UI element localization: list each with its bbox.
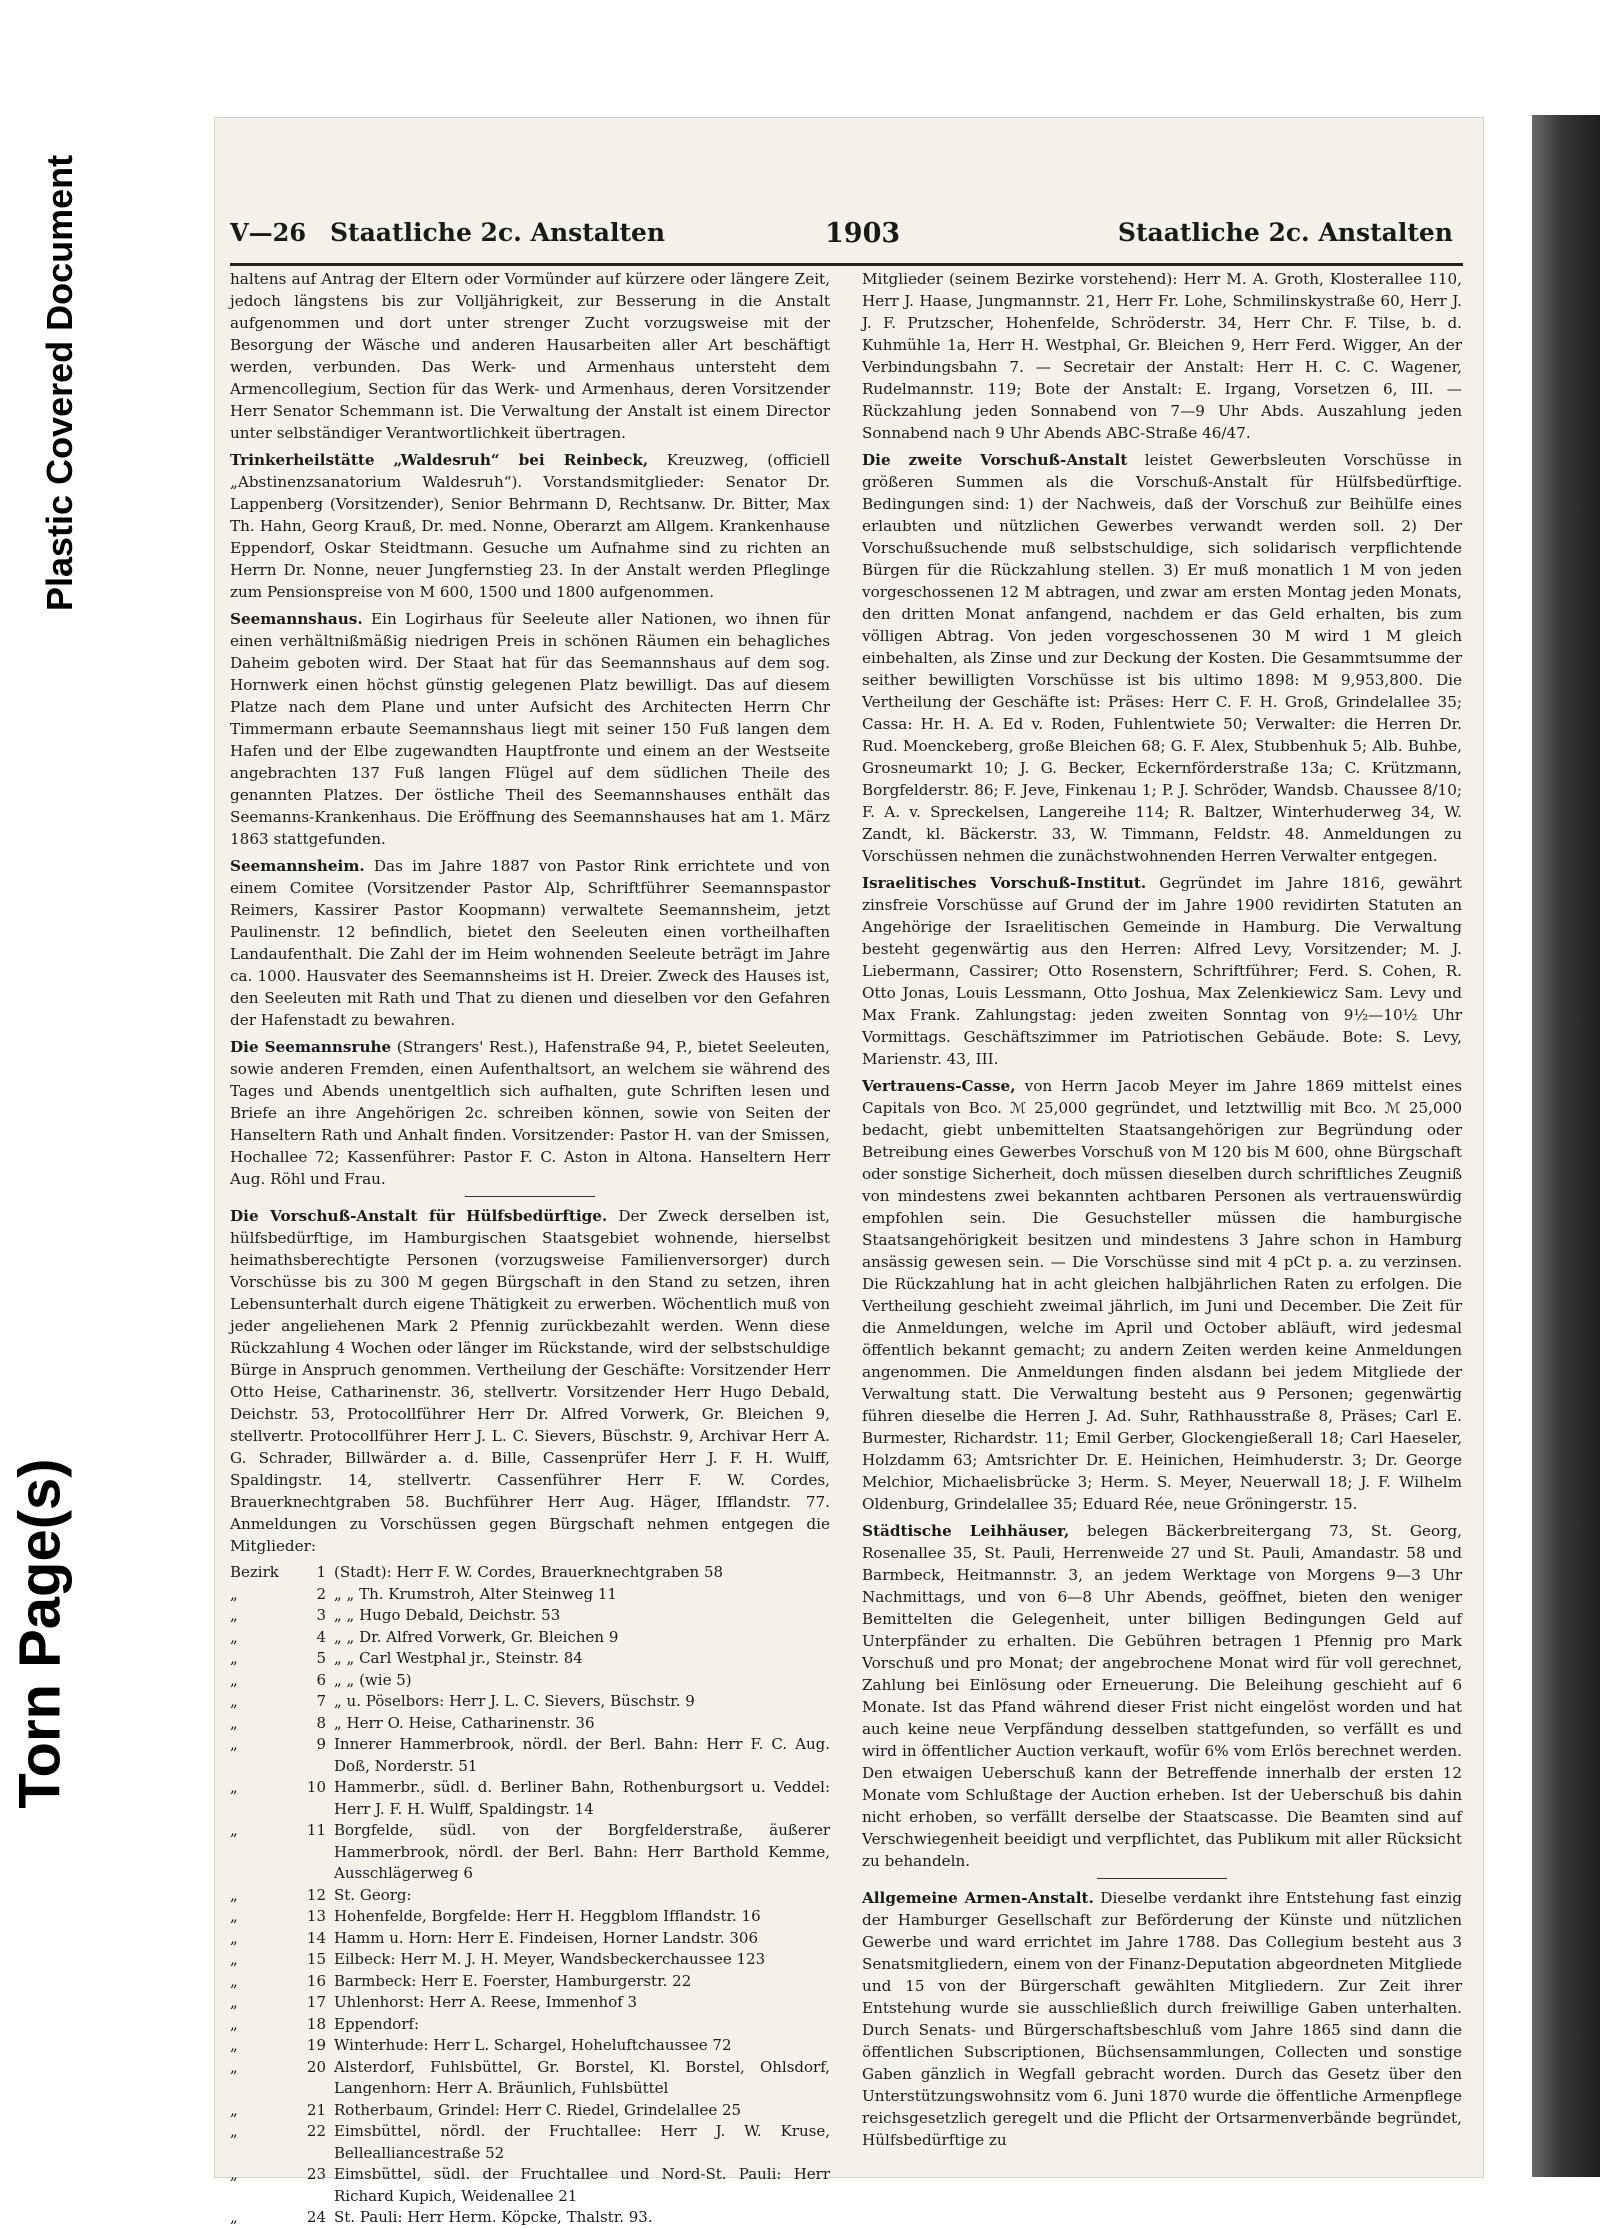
bezirk-k: „ [230, 1950, 238, 1968]
bezirk-k: „ [230, 1649, 238, 1667]
header-left-title: Staatliche 2c. Anstalten [330, 218, 666, 247]
section-heading: Seemannshaus. [230, 610, 363, 628]
bezirk-k: „ [230, 2208, 238, 2226]
bezirk-k: „ [230, 1735, 238, 1753]
section-separator [1097, 1878, 1227, 1879]
bezirk-n: 2 [316, 1584, 326, 1603]
bezirk-k: „ [230, 2100, 238, 2119]
bezirk-row [230, 1713, 830, 1735]
bezirk-k: „ [230, 1584, 238, 1603]
bezirk-n: 19 [306, 2036, 326, 2054]
section-body: (Strangers' Rest.), Hafenstraße 94, P., bietet Seeleuten, sowie anderen Fremden, einen Aufenthaltsort, an welchem sie während des Tages und Abends unentgeltlich sich aufhalten, gute Schriften lesen und Briefe an ihre Angehörigen 2c. schreiben können, sowie von Seiten der Hanseltern Rath und Anhalt finden. Vorsitzender: Pastor H. van der Smissen, Hochallee 72; Kassenführer: Pastor F. C. Aston in Altona. Hanseltern Herr Aug. Röhl und Frau. [230, 1038, 830, 1188]
bezirk-n: 3 [316, 1606, 326, 1624]
bezirk-t: Eimsbüttel, nördl. der Fruchtallee: Herr J. W. Kruse, Bellealliancestraße 52 [334, 2122, 830, 2162]
mitglieder-paragraph: Mitglieder (seinem Bezirke vorstehend): Herr M. A. Groth, Klosterallee 110, Herr J. Haase, Jungmannstr. 21, Herr Fr. Lohe, Schmilinskystraße 60, Herr J. J. F. Prutzscher, Hohenfelde, Schröderstr. 34, Herr Chr. F. Tilse, b. d. Kuhmühle 1a, Herr H. Westphal, Gr. Bleichen 9, Herr Ferd. Wigger, An der Verbindungsbahn 7. — Secretair der Anstalt: Herr H. C. C. Wagener, Rudelmannstr. 119; Bote der Anstalt: E. Irgang, Vorsetzen 6, III. — Rückzahlung jeden Sonnabend von 7—9 Uhr Abds. Auszahlung jeden Sonnabend nach 9 Uhr Abends ABC-Straße 46/47. [862, 270, 1462, 442]
bezirk-row [230, 1627, 830, 1649]
bezirk-row [230, 2207, 830, 2229]
section-body: von Herrn Jacob Meyer im Jahre 1869 mittelst eines Capitals von Bco. ℳ 25,000 gegründet, und letztwillig mit Bco. ℳ 25,000 bedacht, giebt unbemittelten Staatsangehörigen zur Begründung oder Betreibung eines Gewerbes Vorschuß von M 120 bis M 600, ohne Bürgschaft oder sonstige Sicherheit, doch müssen dieselben durch schriftliches Zeugniß von mindestens zwei bekannten achtbaren Personen als vertrauenswürdig empfohlen sein. Die Gesuchsteller müssen die hamburgische Staatsangehörigkeit besitzen und mindestens 3 Jahre schon in Hamburg ansässig gewesen sein. — Die Vorschüsse sind mit 4 pCt p. a. zu verzinsen. Die Rückzahlung hat in acht gleichen halbjährlichen Raten zu erfolgen. Die Vertheilung geschieht zweimal jährlich, im Juni und December. Die Zeit für die Anmeldungen, welche im April und October abläuft, wird jedesmal öffentlich bekannt gemacht; zu andern Zeiten werden keine Anmeldungen angenommen. Die Anmeldungen finden alsdann bei jedem Mitgliede der Verwaltung statt. Die Verwaltung besteht aus 9 Personen; gegenwärtig führen dieselbe die Herren J. Ad. Suhr, Rathhausstraße 8, Präses; Carl E. Burmester, Richardstr. 11; Emil Gerber, Glockengießerall 18; Carl Haeseler, Holzdamm 63; Amtsrichter Dr. E. Heinichen, Heimhuderstr. 3; Dr. George Melchior, Michaelisbrücke 3; Herm. S. Meyer, Neuerwall 18; J. F. Wilhelm Oldenburg, Grindelallee 35; Eduard Rée, neue Gröningerstr. 15. [862, 1077, 1463, 1513]
zweite-vorschuss-section [862, 449, 1462, 867]
bezirk-t: Eppendorf: [334, 2014, 420, 2033]
bezirk-n: 4 [316, 1627, 326, 1646]
bezirk-row [230, 1605, 830, 1627]
label-plastic-covered: Plastic Covered Document [39, 154, 80, 611]
bezirk-n: 21 [306, 2100, 326, 2119]
running-header [230, 218, 1463, 260]
section-heading: Trinkerheilstätte „Waldesruh“ bei Reinbeck, [230, 451, 649, 469]
bezirk-n: 18 [306, 2014, 326, 2033]
bezirk-k: „ [230, 2122, 238, 2140]
bezirk-t: Rotherbaum, Grindel: Herr C. Riedel, Grindelallee 25 [334, 2100, 742, 2119]
bezirk-k: „ [230, 1670, 238, 1689]
bezirk-t: „ „ (wie 5) [334, 1670, 412, 1689]
leihhaeuser-section [862, 1520, 1462, 1872]
bezirk-row [230, 1971, 830, 1993]
section-body: Ein Logirhaus für Seeleute aller Nationen, wo ihnen für einen verhältnißmäßig niedrigen Preis in schönen Räumen ein behagliches Daheim geboten wird. Der Staat hat für das Seemannshaus auf dem sog. Hornwerk einen höchst günstig gelegenen Platz bewilligt. Das auf diesem Platze nach dem Plane und unter Aufsicht des Architecten Herrn Chr Timmermann erbaute Seemannshaus liegt mit seiner 150 Fuß langen dem Hafen und der Elbe zugewandten Hauptfronte und einem an der Westseite angebrachten 137 Fuß langen Flügel auf dem südlichen Theile des genannten Platzes. Der östliche Theil des Seemannshauses enthält das Seemanns-Krankenhaus. Die Eröffnung des Seemannshauses hat am 1. März 1863 stattgefunden. [230, 610, 830, 848]
bezirk-n: 15 [306, 1950, 326, 1968]
section-heading: Israelitisches Vorschuß-Institut. [862, 874, 1147, 892]
section-heading: Seemannsheim. [230, 857, 365, 875]
page-number: V—26 [230, 218, 307, 247]
section-body: Gegründet im Jahre 1816, gewährt zinsfreie Vorschüsse auf Grund der im Jahre 1900 revidirten Statuten an Angehörige der Israelitischen Gemeinde in Hamburg. Die Verwaltung besteht gegenwärtig aus den Herren: Alfred Levy, Vorsitzender; M. J. Liebermann, Cassirer; Otto Rosenstern, Schriftführer; Ferd. S. Cohen, R. Otto Jonas, Louis Lessmann, Otto Joshua, Max Zelenkiewicz Sam. Levy und Max Frank. Zahlungstag: jeden zweiten Sonntag von 9½—10½ Uhr Vormittags. Geschäftszimmer im Patriotischen Gebäude. Bote: S. Levy, Marienstr. 43, III. [862, 874, 1462, 1068]
bezirk-n: 6 [316, 1670, 326, 1689]
bezirk-n: 22 [306, 2122, 326, 2140]
bezirk-t: Borgfelde, südl. von der Borgfelderstraße, äußerer Hammerbrook, nördl. der Berl. Bahn: Herr Barthold Kemme, Ausschlägerweg 6 [334, 1821, 830, 1882]
seemannsruhe-section [230, 1036, 830, 1190]
header-year: 1903 [825, 218, 901, 249]
bezirk-n: 23 [306, 2165, 326, 2183]
bezirk-k: „ [230, 1713, 238, 1732]
section-body: Der Zweck derselben ist, hülfsbedürftige, im Hamburgischen Staatsgebiet wohnende, hierselbst heimathsberechtigte Personen (vorzugsweise Familienversorger) durch Vorschüsse bis zu 300 M gegen Bürgschaft in den Stand zu setzen, ihren Lebensunterhalt durch eigene Thätigkeit zu erwerben. Wöchentlich muß von jeder angeliehenen Mark 2 Pfennig zurückbezahlt werden. Wenn diese Rückzahlung 4 Wochen oder länger im Rückstande, wird der selbstschuldige Bürge in Anspruch genommen. Vertheilung der Geschäfte: Vorsitzender Herr Otto Heise, Catharinenstr. 36, stellvertr. Vorsitzender Herr Hugo Debald, Deichstr. 53, Protocollführer Herr Dr. Alfred Vorwerk, Gr. Bleichen 9, stellvertr. Protocollführer Herr J. L. C. Sievers, Büschstr. 9, Archivar Herr A. G. Schrader, Billwärder a. d. Bille, Cassenprüfer Herr J. F. H. Wulff, Spaldingstr. 14, stellvertr. Cassenführer Herr F. W. Cordes, Brauerknechtgraben 58. Buchführer Herr Aug. Häger, Ifflandstr. 77. Anmeldungen zu Vorschüssen gegen Bürgschaft nehmen entgegen die Mitglieder: [230, 1207, 830, 1555]
bezirk-t: Barmbeck: Herr E. Foerster, Hamburgerstr. 22 [334, 1971, 692, 1990]
label-torn-pages: Torn Page(s) [7, 1458, 73, 1809]
bezirk-t: „ „ Hugo Debald, Deichstr. 53 [334, 1606, 561, 1624]
bezirk-row [230, 1734, 830, 1777]
bezirk-row [230, 2035, 830, 2057]
scan-dark-edge [1532, 115, 1600, 2177]
bezirk-t: Eilbeck: Herr M. J. H. Meyer, Wandsbeckerchaussee 123 [334, 1950, 766, 1968]
bezirk-t: Hammerbr., südl. d. Berliner Bahn, Rothenburgsort u. Veddel: Herr J. F. H. Wulff, Spaldingstr. 14 [334, 1778, 830, 1818]
section-heading: Vertrauens-Casse, [862, 1077, 1016, 1095]
bezirk-t: St. Georg: [334, 1885, 412, 1904]
section-heading: Die Vorschuß-Anstalt für Hülfsbedürftige. [230, 1207, 608, 1225]
header-rule [230, 263, 1463, 266]
section-heading: Die zweite Vorschuß-Anstalt [862, 451, 1128, 469]
section-heading: Städtische Leihhäuser, [862, 1522, 1070, 1540]
bezirk-k: „ [230, 2014, 238, 2033]
bezirk-k: „ [230, 1928, 238, 1947]
bezirk-n: 9 [316, 1735, 326, 1753]
bezirk-row [230, 2100, 830, 2122]
bezirk-row [230, 1928, 830, 1950]
bezirk-n: 20 [306, 2057, 326, 2076]
bezirk-t: Uhlenhorst: Herr A. Reese, Immenhof 3 [334, 1993, 638, 2011]
bezirk-row [230, 2057, 830, 2100]
bezirk-n: 12 [306, 1885, 326, 1904]
werkhaus-paragraph: haltens auf Antrag der Eltern oder Vormünder auf kürzere oder längere Zeit, jedoch längstens bis zur Volljährigkeit, zur Besserung in die Anstalt aufgenommen und dort unter strenger Zucht vorzugsweise mit der Besorgung der Wäsche und anderen Hausarbeiten aller Art beschäftigt werden, verbunden. Das Werk- und Armenhaus untersteht dem Armencollegium, Section für das Werk- und Armenhaus, deren Vorsitzender Herr Senator Schemmann ist. Die Verwaltung der Anstalt ist einem Director unter selbständiger Verantwortlichkeit übertragen. [230, 270, 830, 442]
bezirk-row [230, 2014, 830, 2036]
bezirk-row [230, 1584, 830, 1606]
bezirk-n: 14 [306, 1928, 326, 1947]
bezirk-row [230, 1885, 830, 1907]
bezirk-row [230, 2164, 830, 2207]
trinkerheilstaette-section [230, 449, 830, 603]
bezirk-t: „ u. Pöselbors: Herr J. L. C. Sievers, Büschstr. 9 [334, 1692, 695, 1710]
bezirk-n: 10 [306, 1778, 326, 1796]
bezirk-k: „ [230, 1821, 238, 1839]
bezirk-t: Alsterdorf, Fuhlsbüttel, Gr. Borstel, Kl. Borstel, Ohlsdorf, Langenhorn: Herr A. Bräunlich, Fuhlsbüttel [334, 2057, 830, 2097]
bezirk-t: Innerer Hammerbrook, nördl. der Berl. Bahn: Herr F. C. Aug. Doß, Norderstr. 51 [334, 1735, 830, 1775]
section-separator [465, 1196, 595, 1197]
bezirk-k: Bezirk [230, 1563, 279, 1581]
bezirk-t: Hohenfelde, Borgfelde: Herr H. Heggblom Ifflandstr. 16 [334, 1907, 761, 1925]
bezirk-k: „ [230, 2036, 238, 2054]
bezirk-row [230, 1820, 830, 1885]
bezirk-k: „ [230, 1606, 238, 1624]
section-heading: Allgemeine Armen-Anstalt. [862, 1889, 1094, 1907]
vorschuss-anstalt-section [230, 1205, 830, 1557]
bezirk-row [230, 2121, 830, 2164]
bezirk-t: Hamm u. Horn: Herr E. Findeisen, Horner Landstr. 306 [334, 1928, 759, 1947]
seemannshaus-section [230, 608, 830, 850]
bezirk-n: 13 [306, 1907, 326, 1925]
bezirk-t: Winterhude: Herr L. Schargel, Hoheluftchaussee 72 [334, 2036, 732, 2054]
bezirk-n: 16 [306, 1971, 326, 1990]
bezirk-t: „ „ Carl Westphal jr., Steinstr. 84 [334, 1649, 583, 1667]
israelitisches-section [862, 872, 1462, 1070]
bezirk-n: 24 [306, 2208, 326, 2226]
bezirk-row [230, 1906, 830, 1928]
vertrauens-casse-section [862, 1075, 1462, 1515]
bezirk-k: „ [230, 2165, 238, 2183]
bezirk-k: „ [230, 1627, 238, 1646]
right-column [862, 268, 1462, 2156]
bezirk-k: „ [230, 1971, 238, 1990]
bezirk-list [230, 1562, 830, 2229]
bezirk-k: „ [230, 1778, 238, 1796]
bezirk-t: St. Pauli: Herr Herm. Köpcke, Thalstr. 93. [334, 2208, 653, 2226]
bezirk-row [230, 1777, 830, 1820]
bezirk-n: 11 [306, 1821, 326, 1839]
section-heading: Die Seemannsruhe [230, 1038, 392, 1056]
section-body: Kreuzweg, (officiell „Abstinenzsanatorium Waldesruh“). Vorstandsmitglieder: Senator Dr. Lappenberg (Vorsitzender), Senior Behrmann D, Rechtsanw. Dr. Bitter, Max Th. Hahn, Georg Krauß, Dr. med. Nonne, Oberarzt am Allgem. Krankenhause Eppendorf, Oskar Steidtmann. Gesuche um Aufnahme sind zu richten an Herrn Dr. Nonne, neuer Jungfernstieg 23. In der Anstalt werden Pfleglinge zum Pensionspreise von M 600, 1500 und 1800 aufgenommen. [230, 451, 830, 601]
bezirk-k: „ [230, 1692, 238, 1710]
bezirk-t: „ „ Dr. Alfred Vorwerk, Gr. Bleichen 9 [334, 1627, 619, 1646]
bezirk-row [230, 1949, 830, 1971]
section-body: Dieselbe verdankt ihre Entstehung fast einzig der Hamburger Gesellschaft zur Beförderung der Künste und nützlichen Gewerbe und ward errichtet im Jahre 1788. Das Collegium besteht aus 3 Senatsmitgliedern, einem von der Finanz-Deputation abgeordneten Mitgliede und 15 von der Bürgerschaft gewählten Mitgliedern. Zur Zeit ihrer Entstehung wurde sie ausschließlich durch freiwillige Gaben unterhalten. Durch Senats- und Bürgerschaftsbeschluß vom Jahre 1865 sind dann die öffentlichen Subscriptionen, Büchsensammlungen, Collecten und sonstige Gaben gänzlich in Wegfall gebracht worden. Durch das Gesetz über den Unterstützungswohnsitz vom 6. Juni 1870 wurde die öffentliche Armenpflege reichsgesetzlich geregelt und die Pflicht der Ortsarmenverbände begründet, Hülfsbedürftige zu [862, 1889, 1462, 2149]
bezirk-row [230, 1562, 830, 1584]
bezirk-t: „ „ Th. Krumstroh, Alter Steinweg 11 [334, 1584, 617, 1603]
bezirk-k: „ [230, 1907, 238, 1925]
bezirk-t: Eimsbüttel, südl. der Fruchtallee und Nord-St. Pauli: Herr Richard Kupich, Weidenallee 21 [334, 2165, 830, 2205]
bezirk-n: 17 [306, 1993, 326, 2011]
bezirk-k: „ [230, 2057, 238, 2076]
bezirk-n: 5 [316, 1649, 326, 1667]
section-body: leistet Gewerbsleuten Vorschüsse in größeren Summen als die Vorschuß-Anstalt für Hülfsbedürftige. Bedingungen sind: 1) der Nachweis, daß der Vorschuß zur Beihülfe eines erlaubten und nützlichen Gewerbes verwandt werden soll. 2) Der Vorschußsuchende muß selbstschuldige, sich solidarisch verpflichtende Bürgen für die Rückzahlung stellen. 3) Er muß monatlich 1 M von jeden vorgeschossenen 12 M abtragen, und zwar am ersten Montag jeden Monats, den dritten Monat anfangend, nachdem er das Geld erhalten, bis zum völligen Abtrag. Von jeden vorgeschossenen 30 M wird 1 M gleich einbehalten, als Zinse und zur Deckung der Kosten. Die Gesammtsumme der seither bewilligten Vorschüsse ist bis ultimo 1898: M 9,953,800. Die Vertheilung der Geschäfte ist: Präses: Herr C. F. H. Groß, Grindelallee 35; Cassa: Hr. H. A. Ed v. Roden, Fuhlentwiete 50; Verwalter: die Herren Dr. Rud. Moenckeberg, große Bleichen 68; G. F. Alex, Stubbenhuk 5; Alb. Buhbe, Grosneumarkt 10; J. G. Becker, Eckernförderstraße 13a; C. Krützmann, Borgfelderstr. 86; F. Jeve, Finkenau 1; P. J. Schröder, Wandsb. Chaussee 8/10; F. A. v. Spreckelsen, Langereihe 114; R. Baltzer, Winterhuderweg 34, W. Zandt, kl. Bäckerstr. 33, W. Timmann, Feldstr. 48. Anmeldungen zu Vorschüssen nehmen die zunächstwohnenden Herren Verwalter entgegen. [862, 451, 1463, 865]
section-body: belegen Bäckerbreitergang 73, St. Georg, Rosenallee 35, St. Pauli, Herrenweide 27 und St. Pauli, Amandastr. 58 und Barmbeck, Heitmannstr. 3, an jedem Werktage von Morgens 9—3 Uhr Nachmittags, und von 6—8 Uhr Abends, geöffnet, bieten den weniger Bemittelten die Gelegenheit, unter billigen Bedingungen Geld auf Unterpfänder zu erhalten. Die Gebühren betragen 1 Pfennig pro Mark Vorschuß und pro Monat; der angebrochene Monat wird für voll gerechnet, Zahlung bei Einlösung oder Erneuerung. Die Beleihung geschieht auf 6 Monate. Ist das Pfand während dieser Frist nicht eingelöst worden und hat auch keine neue Verpfändung desselben stattgefunden, so verfällt es und wird in öffentlicher Auction verkauft, wofür 6% vom Erlös berechnet werden. Den etwaigen Ueberschuß kann der Betreffende innerhalb der ersten 12 Monate vom Schlußtage der Auction erheben. Ist der Ueberschuß bis dahin nicht erhoben, so verfällt derselbe der Staatscasse. Die Beamten sind auf Verschwiegenheit beeidigt und verpflichtet, das Publikum mit aller Rücksicht zu behandeln. [862, 1522, 1463, 1870]
left-column [230, 268, 830, 2229]
bezirk-row [230, 1648, 830, 1670]
bezirk-n: 1 [316, 1563, 326, 1581]
bezirk-row [230, 1992, 830, 2014]
header-right-title: Staatliche 2c. Anstalten [1117, 218, 1453, 247]
bezirk-n: 8 [316, 1713, 326, 1732]
section-body: Das im Jahre 1887 von Pastor Rink errichtete und von einem Comitee (Vorsitzender Pastor Alp, Schriftführer Seemannspastor Reimers, Kassirer Pastor Koopmann) verwaltete Seemannsheim, jetzt Paulinenstr. 12 befindlich, bietet den Seeleuten einen vortheilhaften Landaufenthalt. Die Zahl der im Heim wohnenden Seeleute beträgt im Jahre ca. 1000. Hausvater des Seemannsheims ist H. Dreier. Zweck des Hauses ist, den Seeleuten mit Rath und That zu dienen und dieselben vor den Gefahren der Hafenstadt zu bewahren. [230, 857, 831, 1029]
seemannsheim-section [230, 855, 830, 1031]
bezirk-row [230, 1670, 830, 1692]
bezirk-k: „ [230, 1993, 238, 2011]
bezirk-k: „ [230, 1885, 238, 1904]
armen-anstalt-section [862, 1887, 1462, 2151]
bezirk-t: (Stadt): Herr F. W. Cordes, Brauerknechtgraben 58 [334, 1563, 724, 1581]
bezirk-n: 7 [316, 1692, 326, 1710]
bezirk-row [230, 1691, 830, 1713]
bezirk-t: „ Herr O. Heise, Catharinenstr. 36 [334, 1713, 595, 1732]
document-page [215, 118, 1483, 2226]
